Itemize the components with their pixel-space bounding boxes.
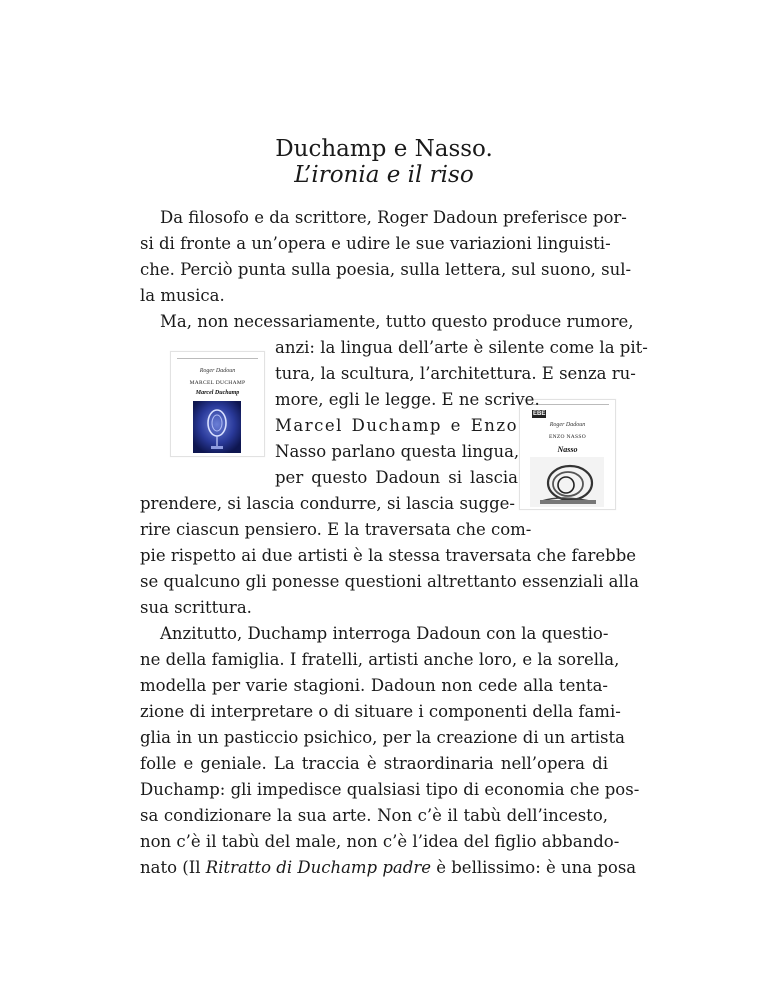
- text-line: Anzitutto, Duchamp interroga Dadoun con la questio-: [160, 624, 609, 643]
- chapter-heading: [0, 136, 768, 189]
- text-line: tura, la scultura, l’architettura. E senza ru-: [275, 364, 636, 383]
- text-line: pie rispetto ai due artisti è la stessa traversata che farebbe: [140, 546, 637, 565]
- text-line: Duchamp: gli impedisce qualsiasi tipo di economia che pos-: [140, 780, 640, 799]
- text-line: prendere, si lascia condurre, si lascia sugge-: [140, 494, 515, 513]
- artwork-title-italic: Ritratto di Duchamp padre: [205, 858, 431, 877]
- cover-artwork-image: [193, 401, 241, 453]
- text-line: Da filosofo e da scrittore, Roger Dadoun preferisce por-: [160, 208, 627, 227]
- text-line: rire ciascun pensiero. E la traversata che com-: [140, 520, 532, 539]
- cover-sculpture-image: [530, 457, 604, 507]
- text-line: Ma, non necessariamente, tutto questo produce rumore,: [160, 312, 634, 331]
- text-line: Marcel Duchamp e Enzo: [275, 416, 518, 435]
- text-line: sua scrittura.: [140, 598, 252, 617]
- text-line: Nasso parlano questa lingua,: [275, 442, 520, 461]
- cover-publisher-logo: EBE: [533, 411, 546, 417]
- text-line: modella per varie stagioni. Dadoun non cede alla tenta-: [140, 676, 608, 695]
- text-run: nato (Il: [140, 858, 206, 877]
- text-line: si di fronte a un’opera e udire le sue variazioni linguisti-: [140, 234, 611, 253]
- text-line: se qualcuno gli ponesse questioni altrettanto essenziali alla: [140, 572, 639, 591]
- cover-author: Roger Dadoun: [199, 368, 236, 374]
- text-line: glia in un pasticcio psichico, per la creazione di un artista: [140, 728, 625, 747]
- book-cover-duchamp: [170, 351, 265, 457]
- text-line: sa condizionare la sua arte. Non c’è il tabù dell’incesto,: [140, 806, 608, 825]
- text-line: per questo Dadoun si lascia: [275, 468, 518, 487]
- cover-handwriting: Marcel Duchamp: [195, 390, 240, 396]
- cover-handwriting: Nasso: [557, 445, 578, 454]
- book-cover-nasso: [519, 399, 616, 510]
- chapter-title: Duchamp e Nasso.: [275, 136, 493, 162]
- text-run: è bellissimo: è una posa: [430, 858, 637, 877]
- text-line: che. Perciò punta sulla poesia, sulla lettera, sul suono, sul-: [140, 260, 632, 279]
- cover-rule: [177, 358, 258, 359]
- text-line: ne della famiglia. I fratelli, artisti anche loro, e la sorella,: [140, 650, 620, 669]
- text-line: zione di interpretare o di situare i componenti della fami-: [140, 702, 621, 721]
- text-line-mixed: [140, 855, 637, 881]
- text-line: folle e geniale. La traccia è straordinaria nell’opera di: [140, 754, 608, 773]
- cover-title: MARCEL DUCHAMP: [189, 380, 246, 386]
- text-line: la musica.: [140, 286, 225, 305]
- text-line: non c’è il tabù del male, non c’è l’idea del figlio abbando-: [140, 832, 620, 851]
- cover-title: ENZO NASSO: [548, 434, 587, 440]
- text-line: anzi: la lingua dell’arte è silente come la pit-: [275, 338, 648, 357]
- cover-author: Roger Dadoun: [549, 422, 586, 428]
- text-line: more, egli le legge. E ne scrive.: [275, 390, 540, 409]
- chapter-subtitle: L’ironia e il riso: [294, 162, 474, 188]
